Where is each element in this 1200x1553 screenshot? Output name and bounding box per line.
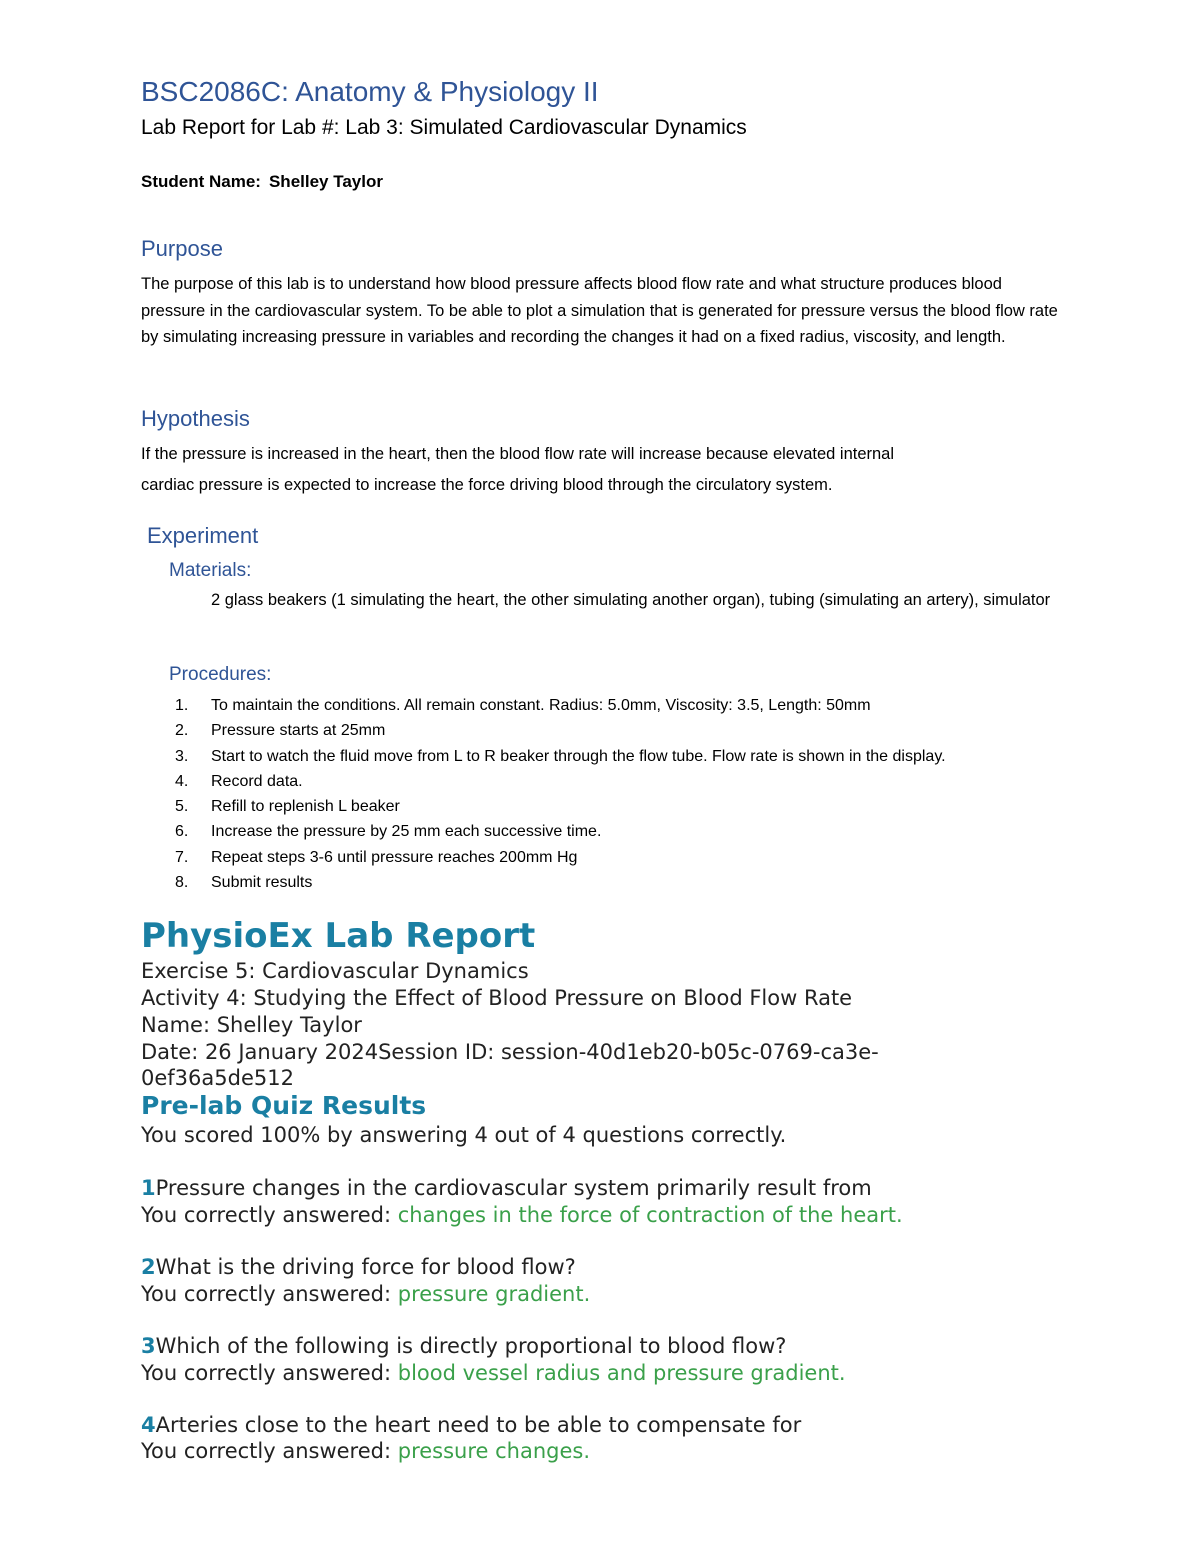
quiz-question: 1Pressure changes in the cardiovascular system primarily result from [141, 1176, 872, 1200]
quiz-question: 4Arteries close to the heart need to be able to compensate for [141, 1413, 802, 1437]
procedure-step: 5. Refill to replenish L beaker [175, 798, 400, 816]
quiz-answer: You correctly answered: pressure gradient. [141, 1282, 591, 1306]
quiz-question: 2What is the driving force for blood flow? [141, 1255, 576, 1279]
quiz-question: 3Which of the following is directly proportional to blood flow? [141, 1334, 787, 1358]
procedure-step: 3. Start to watch the fluid move from L to R beaker through the flow tube. Flow rate is shown in the display. [175, 747, 946, 765]
quiz-answer: You correctly answered: pressure changes. [141, 1439, 591, 1463]
activity-line: Activity 4: Studying the Effect of Blood Pressure on Blood Flow Rate [141, 986, 853, 1010]
student-name-label: Student Name: [141, 172, 261, 191]
procedure-step: 8. Submit results [175, 874, 313, 892]
quiz-answer: You correctly answered: blood vessel radius and pressure gradient. [141, 1361, 846, 1385]
procedure-step: 7. Repeat steps 3-6 until pressure reaches 200mm Hg [175, 848, 578, 866]
name-line: Name: Shelley Taylor [141, 1013, 362, 1037]
materials-text: 2 glass beakers (1 simulating the heart, the other simulating another organ), tubing (simulating an artery), simulator [211, 591, 1051, 609]
lab-title: Lab Report for Lab #: Lab 3: Simulated Cardiovascular Dynamics [141, 116, 747, 139]
hypothesis-line-1: If the pressure is increased in the heart, then the blood flow rate will increase because elevated internal [141, 445, 895, 463]
purpose-text: The purpose of this lab is to understand how blood pressure affects blood flow rate and what structure produces blood pressure in the cardiovascular system. To be able to plot a simulation that is generated for pressure versus the blood flow rate by simulating increasing pressure in variables and recording the changes it had on a fixed radius, viscosity, and length. [141, 275, 1058, 346]
procedure-step: 4. Record data. [175, 772, 303, 790]
procedures-heading: Procedures: [169, 664, 272, 685]
procedure-step: 6. Increase the pressure by 25 mm each successive time. [175, 823, 602, 841]
student-name-line [141, 172, 383, 192]
course-title: BSC2086C: Anatomy & Physiology II [141, 76, 599, 107]
quiz-score: You scored 100% by answering 4 out of 4 questions correctly. [141, 1123, 787, 1147]
purpose-heading: Purpose [141, 236, 223, 261]
experiment-heading: Experiment [147, 523, 259, 548]
date-session-line: Date: 26 January 2024Session ID: session-40d1eb20-b05c-0769-ca3e- [141, 1040, 879, 1064]
hypothesis-heading: Hypothesis [141, 406, 250, 431]
session-id-continued: 0ef36a5de512 [141, 1066, 294, 1090]
procedure-step: 1. To maintain the conditions. All remain constant. Radius: 5.0mm, Viscosity: 3.5, Length: 50mm [175, 697, 871, 714]
procedure-step: 2. Pressure starts at 25mm [175, 722, 386, 740]
quiz-answer: You correctly answered: changes in the force of contraction of the heart. [141, 1203, 903, 1227]
physioex-title: PhysioEx Lab Report [141, 916, 536, 956]
materials-heading: Materials: [169, 560, 252, 581]
exercise-line: Exercise 5: Cardiovascular Dynamics [141, 959, 529, 983]
hypothesis-line-2: cardiac pressure is expected to increase the force driving blood through the circulatory system. [141, 476, 833, 494]
student-name-value: Shelley Taylor [268, 172, 383, 191]
prelab-heading: Pre-lab Quiz Results [141, 1091, 427, 1120]
procedures-list [175, 693, 1045, 895]
